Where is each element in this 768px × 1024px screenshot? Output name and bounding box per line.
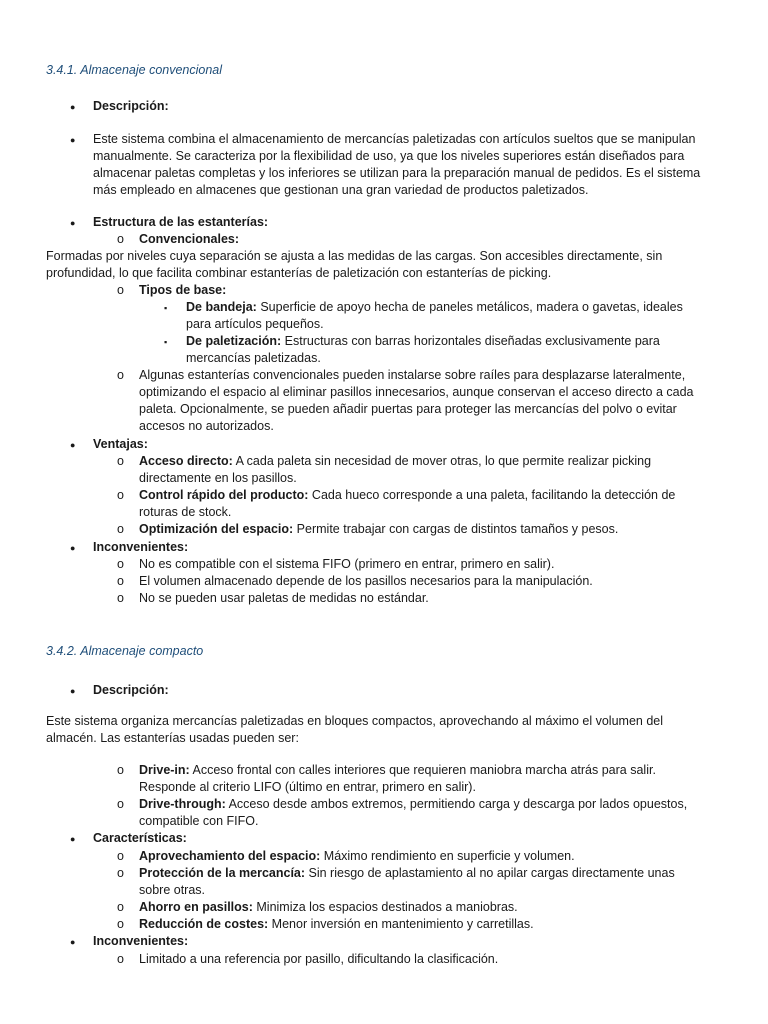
drivethrough-item-cont: compatible con FIFO.: [139, 814, 259, 828]
control-item-cont: roturas de stock.: [139, 505, 232, 519]
bullet-dot-icon: ●: [70, 218, 76, 228]
tipos-label: Tipos de base:: [139, 283, 227, 297]
reduc-item: Reducción de costes: Menor inversión en mantenimiento y carretillas.: [139, 917, 534, 931]
prot-item-cont: sobre otras.: [139, 883, 206, 897]
section-heading-342: 3.4.2. Almacenaje compacto: [46, 644, 204, 658]
bullet-circle-icon: o: [117, 557, 124, 571]
desc-line: más empleado en almacenes que gestionan una gran variedad de productos paletizados.: [93, 183, 589, 197]
caract-label: Características:: [93, 831, 187, 845]
drivein-item-cont: Responde al criterio LIFO (último en entrar, primero en salir).: [139, 780, 476, 794]
bullet-circle-icon: o: [117, 797, 124, 811]
bullet-circle-icon: o: [117, 917, 124, 931]
railes-line: Algunas estanterías convencionales pueden instalarse sobre raíles para desplazarse lateralmente,: [139, 368, 686, 382]
conv-label: Convencionales:: [139, 232, 240, 246]
bullet-circle-icon: o: [117, 488, 124, 502]
bullet-circle-icon: o: [117, 574, 124, 588]
bullet-dot-icon: ●: [70, 937, 76, 947]
control-item: Control rápido del producto: Cada hueco corresponde a una paleta, facilitando la detección de: [139, 488, 676, 502]
paletizacion-item-cont: mercancías paletizadas.: [186, 351, 321, 365]
acceso-item: Acceso directo: A cada paleta sin necesidad de mover otras, lo que permite realizar picking: [139, 454, 652, 468]
drivein-item: Drive-in: Acceso frontal con calles interiores que requieren maniobra marcha atrás para salir.: [139, 763, 656, 777]
bullet-circle-icon: o: [117, 522, 124, 536]
bullet-circle-icon: o: [117, 283, 124, 297]
ventajas-label: Ventajas:: [93, 437, 148, 451]
bandeja-item: De bandeja: Superficie de apoyo hecha de paneles metálicos, madera o gavetas, ideales: [186, 300, 683, 314]
bullet-dot-icon: ●: [70, 686, 76, 696]
conv-line: profundidad, lo que facilita combinar estanterías de paletización con estanterías de picking.: [46, 266, 552, 280]
bullet-circle-icon: o: [117, 454, 124, 468]
railes-line: optimizando el espacio al eliminar pasillos innecesarios, aunque conservan el acceso directo a cada: [139, 385, 694, 399]
inconv-item: Limitado a una referencia por pasillo, dificultando la clasificación.: [139, 952, 499, 966]
bullet-circle-icon: o: [117, 952, 124, 966]
bullet-dot-icon: ●: [70, 543, 76, 553]
prot-item: Protección de la mercancía: Sin riesgo de aplastamiento al no apilar cargas directamente unas: [139, 866, 675, 880]
estructura-label: Estructura de las estanterías:: [93, 215, 269, 229]
desc-label-341: Descripción:: [93, 99, 169, 113]
bullet-circle-icon: o: [117, 368, 124, 382]
aprov-item: Aprovechamiento del espacio: Máximo rendimiento en superficie y volumen.: [139, 849, 575, 863]
railes-line: paleta. Opcionalmente, se pueden añadir puertas para proteger las mercancías del polvo o evitar: [139, 402, 677, 416]
paletizacion-item: De paletización: Estructuras con barras horizontales diseñadas exclusivamente para: [186, 334, 660, 348]
drivethrough-item: Drive-through: Acceso desde ambos extremos, permitiendo carga y descarga por lados opuestos,: [139, 797, 688, 811]
bullet-square-icon: ▪: [164, 303, 168, 313]
desc-line: manualmente. Se caracteriza por la flexibilidad de uso, ya que los niveles superiores están diseñados para: [93, 149, 685, 163]
inconv-item: No se pueden usar paletas de medidas no estándar.: [139, 591, 429, 605]
bullet-circle-icon: o: [117, 763, 124, 777]
bullet-circle-icon: o: [117, 232, 124, 246]
ahorro-item: Ahorro en pasillos: Minimiza los espacios destinados a maniobras.: [139, 900, 518, 914]
bullet-circle-icon: o: [117, 900, 124, 914]
desc-line: almacenar paletas completas y los inferiores se utilizan para la preparación manual de pedidos. Es el sistema: [93, 166, 701, 180]
bullet-dot-icon: ●: [70, 440, 76, 450]
acceso-item-cont: directamente en los pasillos.: [139, 471, 297, 485]
bullet-circle-icon: o: [117, 591, 124, 605]
conv-line: Formadas por niveles cuya separación se ajusta a las medidas de las cargas. Son accesibles directamente, sin: [46, 249, 663, 263]
section-heading-341: 3.4.1. Almacenaje convencional: [46, 63, 223, 77]
bullet-circle-icon: o: [117, 866, 124, 880]
desc-line: Este sistema organiza mercancías paletizadas en bloques compactos, aprovechando al máximo el volumen del: [46, 714, 663, 728]
bullet-dot-icon: ●: [70, 102, 76, 112]
bandeja-item-cont: para artículos pequeños.: [186, 317, 324, 331]
desc-line: almacén. Las estanterías usadas pueden ser:: [46, 731, 299, 745]
desc-label-342: Descripción:: [93, 683, 169, 697]
desc-line: Este sistema combina el almacenamiento de mercancías paletizadas con artículos sueltos que se manipulan: [93, 132, 696, 146]
bullet-dot-icon: ●: [70, 834, 76, 844]
optim-item: Optimización del espacio: Permite trabajar con cargas de distintos tamaños y pesos.: [139, 522, 619, 536]
inconv-item: No es compatible con el sistema FIFO (primero en entrar, primero en salir).: [139, 557, 555, 571]
bullet-circle-icon: o: [117, 849, 124, 863]
bullet-dot-icon: ●: [70, 135, 76, 145]
railes-line: accesos no autorizados.: [139, 419, 274, 433]
inconv-label-341: Inconvenientes:: [93, 540, 189, 554]
inconv-item: El volumen almacenado depende de los pasillos necesarios para la manipulación.: [139, 574, 593, 588]
bullet-square-icon: ▪: [164, 337, 168, 347]
inconv-label-342: Inconvenientes:: [93, 934, 189, 948]
